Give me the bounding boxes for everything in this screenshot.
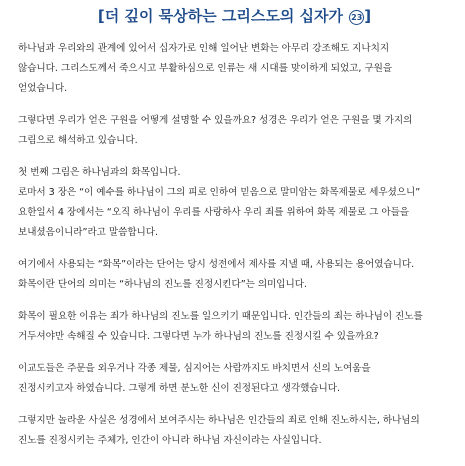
text-line: 로마서 3 장은 “이 예수를 하나님이 그의 피로 인하여 믿음으로 말미암는 화목제물로 세우셨으니” bbox=[18, 187, 421, 198]
title-text: [더 깊이 묵상하는 그리스도의 십자가 bbox=[97, 7, 349, 25]
text-line: 하나님과 우리와의 관계에 있어서 십자가로 인해 일어난 변화는 아무리 강조해도 지나치지 bbox=[18, 43, 390, 54]
text-line: 그렇지만 놀라운 사실은 성경에서 보여주시는 하나님은 인간들의 죄로 인해 진노하시는, 하나님의 bbox=[18, 415, 420, 426]
page-title bbox=[18, 6, 451, 26]
text-line: 이교도들은 주문을 외우거나 각종 제물, 심지어는 사람까지도 바치면서 신의 노여움을 bbox=[18, 363, 371, 374]
text-line: 화목이란 단어의 의미는 “하나님의 진노를 진정시킨다”는 의미입니다. bbox=[18, 279, 307, 290]
text-line: 그렇다면 우리가 얻은 구원을 어떻게 설명할 수 있을까요? 성경은 우리가 얻은 구원을 몇 가지의 bbox=[18, 115, 413, 126]
text-line: 거두셔야만 속해질 수 있습니다. 그렇다면 누가 하나님의 진노를 진정시킬 수 있을까요? bbox=[18, 331, 379, 342]
text-line: 여기에서 사용되는 “화목”이라는 단어는 당시 성전에서 제사를 지낼 때, 사용되는 용어였습니다. bbox=[18, 259, 415, 270]
text-line: 얻었습니다. bbox=[18, 83, 68, 94]
text-line: 화목이 필요한 이유는 죄가 하나님의 진노를 일으키기 때문입니다. 인간들의 죄는 하나님이 진노를 bbox=[18, 311, 423, 322]
document-body bbox=[18, 39, 451, 451]
paragraph bbox=[18, 111, 451, 151]
title-number-circle: 23 bbox=[349, 10, 364, 25]
text-line: 그림으로 해석하고 있습니다. bbox=[18, 135, 138, 146]
paragraph bbox=[18, 359, 451, 399]
paragraph bbox=[18, 307, 451, 347]
text-line: 요한일서 4 장에서는 “오직 하나님이 우리를 사랑하사 우리 죄를 위하여 화목 제물로 그 아들을 bbox=[18, 207, 410, 218]
paragraph bbox=[18, 163, 451, 243]
paragraph bbox=[18, 411, 451, 451]
title-close-bracket: ] bbox=[364, 7, 372, 25]
text-line: 보내셨음이니라”라고 말씀합니다. bbox=[18, 227, 158, 238]
paragraph bbox=[18, 255, 451, 295]
text-line: 않습니다. 그리스도께서 죽으시고 부활하심으로 인류는 새 시대를 맞이하게 되었고, 구원을 bbox=[18, 63, 393, 74]
paragraph bbox=[18, 39, 451, 99]
text-line: 진노를 진정시키는 주체가, 인간이 아니라 하나님 자신이라는 사실입니다. bbox=[18, 435, 322, 446]
text-line: 진정시키고자 하였습니다. 그렇게 하면 분노한 신이 진정된다고 생각했습니다. bbox=[18, 383, 340, 394]
text-line: 첫 번째 그림은 하나님과의 화목입니다. bbox=[18, 167, 181, 178]
